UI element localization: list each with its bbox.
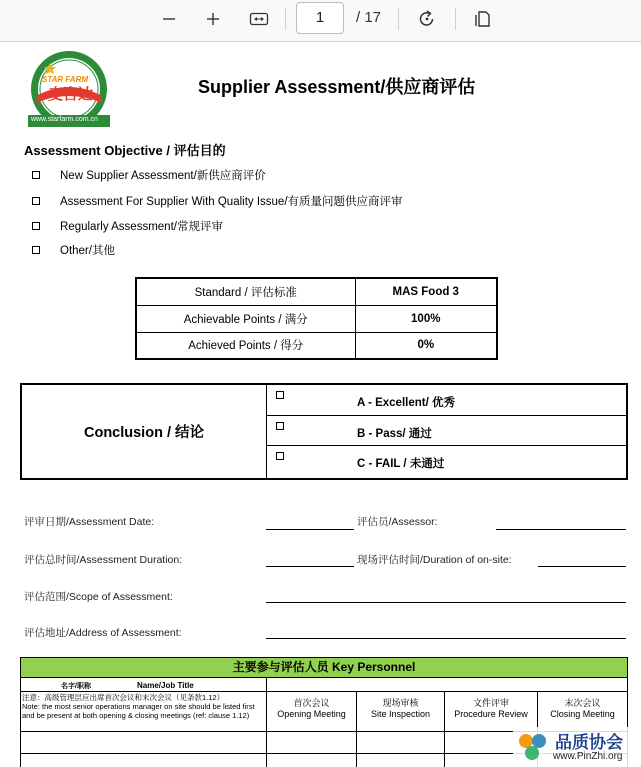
onsite-duration-field[interactable]: [538, 566, 626, 567]
rotate-icon: [417, 9, 437, 29]
column-en: Site Inspection: [370, 709, 431, 719]
objective-label: Regularly Assessment/常规评审: [60, 221, 223, 233]
address-field[interactable]: [266, 638, 626, 639]
zoom-out-button[interactable]: [154, 6, 184, 32]
assessment-duration-label: 评估总时间/Assessment Duration:: [24, 554, 183, 566]
column-header: [356, 692, 444, 731]
conclusion-box: [20, 383, 628, 480]
assessor-field[interactable]: [496, 529, 626, 530]
watermark-cn: 品质协会: [555, 733, 623, 752]
toolbar-divider: [398, 8, 399, 30]
column-en: Procedure Review: [454, 709, 528, 719]
minus-icon: [161, 11, 177, 27]
objective-item: [32, 218, 223, 234]
column-en: Closing Meeting: [550, 709, 615, 719]
conclusion-option-label: B - Pass/ 通过: [357, 428, 432, 440]
conclusion-option-label: A - Excellent/ 优秀: [357, 397, 455, 409]
score-value: MAS Food 3: [355, 278, 497, 305]
conclusion-label: Conclusion / 结论: [22, 385, 267, 478]
key-personnel-heading: 主要参与评估人员 Key Personnel: [21, 658, 627, 678]
conclusion-option: [267, 385, 626, 416]
objective-item: [32, 242, 115, 258]
column-header: [266, 692, 356, 731]
objective-label: New Supplier Assessment/新供应商评价: [60, 170, 266, 182]
column-header: [444, 692, 537, 731]
pinzhi-watermark: [513, 727, 641, 767]
score-label: Achievable Points / 满分: [136, 305, 355, 332]
plus-icon: [205, 11, 221, 27]
checkbox[interactable]: [32, 222, 40, 230]
note-cn: 注意：高级管理层应出席首次会议和末次会议（见条款1.12）: [22, 693, 225, 702]
score-label: Achieved Points / 得分: [136, 332, 355, 359]
column-cn: 首次会议: [293, 698, 330, 708]
objective-item: [32, 167, 266, 183]
checkbox[interactable]: [32, 197, 40, 205]
table-row: [21, 678, 627, 692]
zoom-in-button[interactable]: [198, 6, 228, 32]
score-label: Standard / 评估标准: [136, 278, 355, 305]
pinzhi-logo-icon: [513, 729, 553, 765]
conclusion-option: [267, 416, 626, 446]
objective-heading: Assessment Objective / 评估目的: [24, 143, 226, 158]
table-row: [136, 305, 497, 332]
table-row: [136, 278, 497, 305]
score-value: 0%: [355, 332, 497, 359]
logo-brand-en: STAR FARM: [42, 75, 89, 84]
watermark-url: www.PinZhi.org: [553, 751, 623, 762]
table-cell[interactable]: [356, 754, 357, 767]
assessment-duration-field[interactable]: [266, 566, 354, 567]
checkbox[interactable]: [32, 246, 40, 254]
column-cn: 末次会议: [564, 698, 601, 708]
name-header-cn: 名字/职称: [61, 683, 91, 690]
page-number-input[interactable]: 1: [296, 2, 344, 34]
toolbar-divider: [285, 8, 286, 30]
table-cell[interactable]: [356, 732, 357, 753]
checkbox[interactable]: [32, 171, 40, 179]
objective-item: [32, 193, 403, 209]
onsite-duration-label: 现场评估时间/Duration of on-site:: [357, 554, 512, 566]
table-row: [136, 332, 497, 359]
rotate-button[interactable]: [412, 6, 442, 32]
objective-label: Other/其他: [60, 245, 115, 257]
scope-label: 评估范围/Scope of Assessment:: [24, 591, 173, 603]
document-title: Supplier Assessment/供应商评估: [198, 77, 476, 97]
table-cell[interactable]: [266, 754, 267, 767]
logo-brand-cn: 麦咨达: [48, 86, 94, 103]
assessor-label: 评估员/Assessor:: [357, 516, 438, 528]
fit-width-icon: [249, 11, 269, 27]
checkbox[interactable]: [276, 452, 284, 460]
document-page: [0, 43, 641, 767]
logo-url: www.starfarm.com.cn: [31, 116, 98, 123]
assessment-date-field[interactable]: [266, 529, 354, 530]
viewer-toolbar: [0, 0, 641, 42]
page-view-button[interactable]: [468, 6, 498, 32]
toolbar-divider: [455, 8, 456, 30]
page-total: / 17: [356, 9, 382, 26]
checkbox[interactable]: [276, 422, 284, 430]
table-row: [21, 692, 627, 732]
assessment-date-label: 评审日期/Assessment Date:: [24, 516, 155, 528]
scope-field[interactable]: [266, 602, 626, 603]
objective-label: Assessment For Supplier With Quality Issue/有质量问题供应商评审: [60, 196, 403, 208]
column-en: Opening Meeting: [277, 709, 346, 719]
conclusion-option-label: C - FAIL / 未通过: [357, 458, 445, 470]
table-cell[interactable]: [266, 732, 267, 753]
table-cell[interactable]: [444, 732, 445, 753]
fit-width-button[interactable]: [244, 6, 274, 32]
address-label: 评估地址/Address of Assessment:: [24, 627, 182, 639]
page-view-icon: [473, 9, 493, 29]
conclusion-option: [267, 446, 626, 478]
score-value: 100%: [355, 305, 497, 332]
table-cell: [266, 678, 267, 691]
column-header: [537, 692, 627, 731]
column-cn: 现场审核: [382, 698, 419, 708]
starfarm-logo: [20, 49, 118, 133]
note-en: Note: the most senior operations manager on site should be listed first and be present at both opening & closing meetings (ref: clause 1.12): [22, 702, 255, 720]
checkbox[interactable]: [276, 391, 284, 399]
table-cell[interactable]: [444, 754, 445, 767]
name-header-en: Name/Job Title: [137, 681, 194, 690]
score-table: [135, 277, 498, 360]
column-cn: 文件评审: [472, 698, 509, 708]
